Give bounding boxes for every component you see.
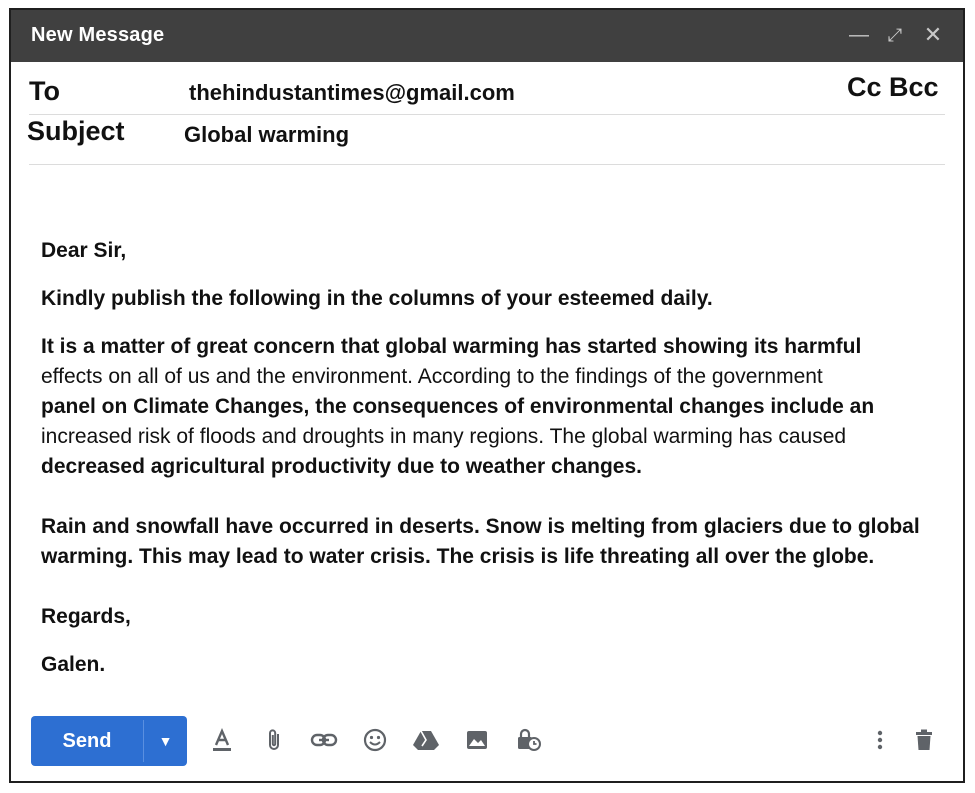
attach-icon[interactable] xyxy=(260,724,290,756)
para1-line2: effects on all of us and the environment. According to the findings of the government xyxy=(41,365,823,388)
subject-field[interactable]: Global warming xyxy=(184,122,350,147)
close-icon[interactable]: ✕ xyxy=(923,22,943,47)
window-title: New Message xyxy=(31,24,165,46)
format-text-icon[interactable] xyxy=(207,724,237,756)
send-button-group xyxy=(31,716,187,766)
compose-toolbar xyxy=(11,710,963,770)
cc-bcc-link[interactable]: Cc Bcc xyxy=(847,72,939,102)
intro-line: Kindly publish the following in the columns of your esteemed daily. xyxy=(41,287,713,310)
confidential-icon[interactable] xyxy=(514,724,544,756)
message-body[interactable] xyxy=(41,236,959,680)
drive-icon[interactable] xyxy=(411,724,441,756)
para1-line5: decreased agricultural productivity due to weather changes. xyxy=(41,455,643,478)
para1-line3: panel on Climate Changes, the consequences of environmental changes include an xyxy=(41,395,875,418)
subject-divider xyxy=(29,164,945,165)
paragraph-2: Rain and snowfall have occurred in deserts. Snow is melting from glaciers due to global warming. This may lead to water crisis. The crisis is life threating all over the globe. xyxy=(41,515,920,568)
link-icon[interactable] xyxy=(309,724,339,756)
para1-line4: increased risk of floods and droughts in many regions. The global warming has caused xyxy=(41,425,847,448)
to-label: To xyxy=(29,76,60,106)
send-button[interactable]: Send xyxy=(62,730,112,752)
para1-line1: It is a matter of great concern that global warming has started showing its harmful xyxy=(41,335,862,358)
fullscreen-icon[interactable]: ⤢ xyxy=(887,25,903,45)
subject-label: Subject xyxy=(27,116,125,146)
compose-window xyxy=(9,8,965,783)
send-options-dropdown[interactable]: ▼ xyxy=(158,733,173,749)
to-divider xyxy=(29,114,945,115)
signature: Galen. xyxy=(41,653,106,676)
delete-icon[interactable] xyxy=(909,724,939,756)
salutation: Dear Sir, xyxy=(41,239,127,262)
to-field[interactable]: thehindustantimes@gmail.com xyxy=(189,80,515,105)
title-bar xyxy=(11,10,963,62)
more-options-icon[interactable] xyxy=(865,724,895,756)
photo-icon[interactable] xyxy=(462,724,492,756)
emoji-icon[interactable] xyxy=(360,724,390,756)
minimize-icon[interactable]: — xyxy=(849,24,869,46)
closing: Regards, xyxy=(41,605,131,628)
